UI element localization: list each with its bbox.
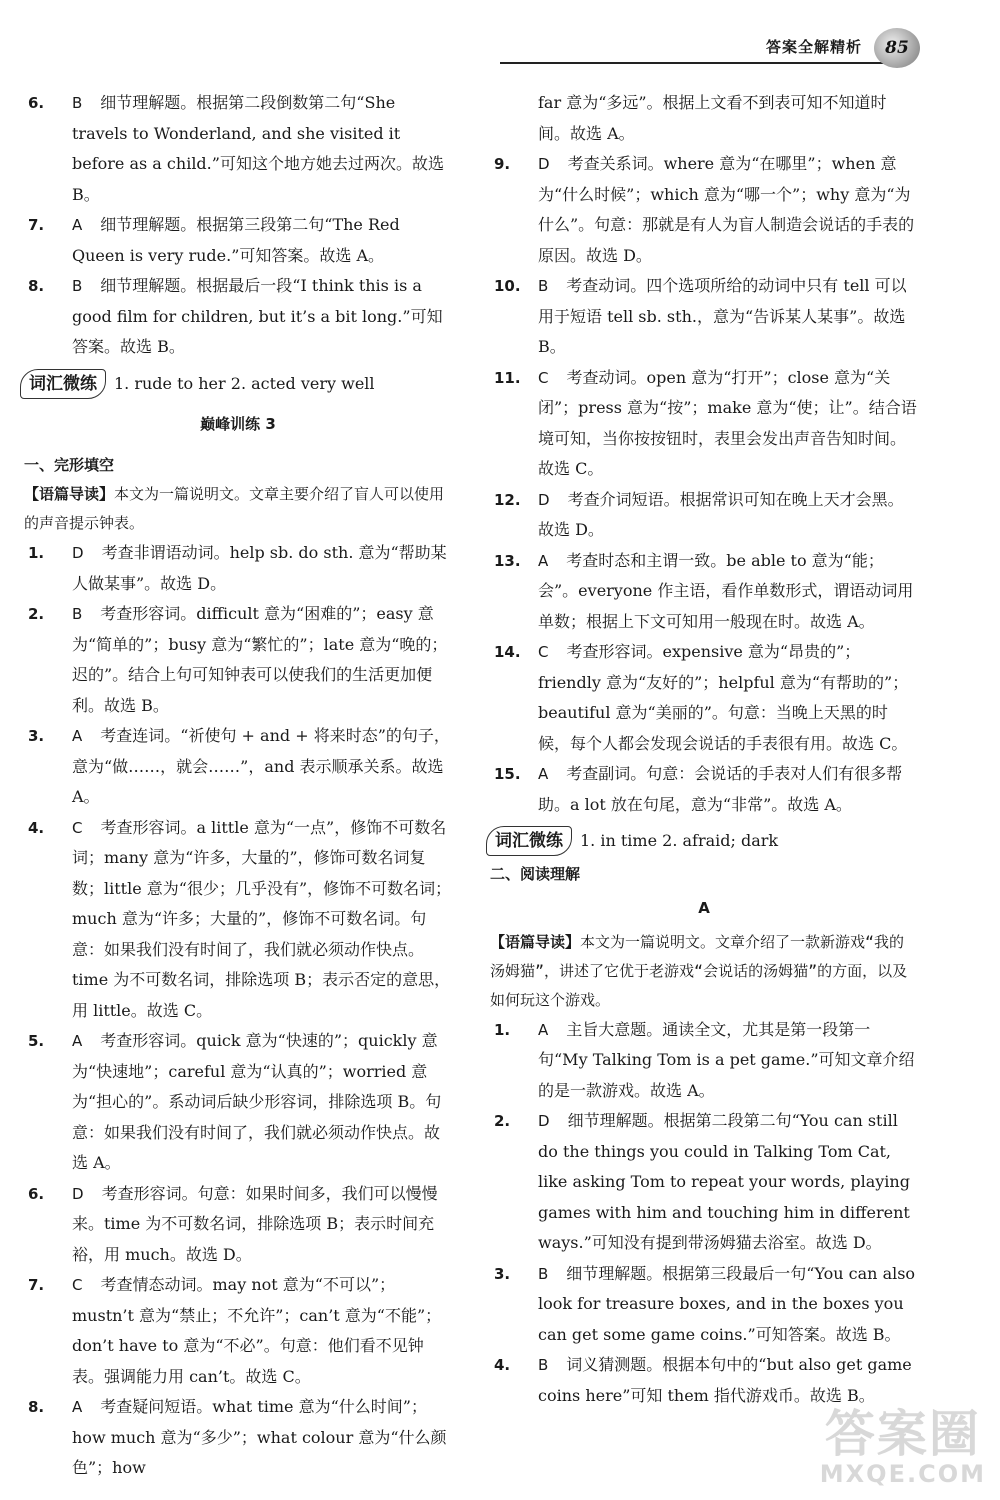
watermark-logo: 答案圈 xyxy=(824,1405,981,1463)
part-heading-reading: 二、阅读理解 xyxy=(490,864,581,883)
answer-item xyxy=(490,759,918,820)
answer-item xyxy=(24,1179,452,1271)
item-answer: C xyxy=(72,1276,83,1294)
item-answer: B xyxy=(538,1356,549,1374)
item-number: 12. xyxy=(494,490,521,509)
item-answer: D xyxy=(72,1184,84,1203)
item-number: 5. xyxy=(28,1032,45,1050)
right-items xyxy=(490,149,918,820)
item-answer: A xyxy=(72,727,83,745)
answer-item xyxy=(24,538,452,599)
answer-item xyxy=(24,813,452,1027)
right-column xyxy=(490,88,918,1411)
answer-item xyxy=(490,1106,918,1259)
item-explanation: 细节理解题。根据第三段第二句“The Red Queen is very rude.”可知答案。故选 A。 xyxy=(72,215,400,265)
answer-item xyxy=(490,1350,918,1411)
page-number: 85 xyxy=(874,28,920,68)
part-heading-cloze: 一、完形填空 xyxy=(24,455,115,474)
header-rule xyxy=(500,62,900,64)
item-answer: A xyxy=(538,1020,549,1039)
answer-item xyxy=(490,271,918,363)
guide-text: 本文为一篇说明文。文章主要介绍了盲人可以使用的声音提示钟表。 xyxy=(24,485,445,532)
item-explanation: 考查形容词。expensive 意为“昂贵的”；friendly 意为“友好的”；helpful 意为“有帮助的”；beautiful 意为“美丽的”。句意：当晚上天黑的时候，每个人都会发现会说话的手表很有用。故选 C。 xyxy=(538,642,909,753)
item-explanation: 考查动词。open 意为“打开”；close 意为“关闭”；press 意为“按”；make 意为“使；让”。结合语境可知，当你按按钮时，表里会发出声音告知时间。故选 C。 xyxy=(538,367,917,478)
answer-item xyxy=(490,149,918,271)
item-number: 9. xyxy=(494,155,511,173)
item-number: 6. xyxy=(28,1184,45,1203)
reading-items xyxy=(490,1015,918,1412)
answer-item xyxy=(24,88,452,210)
item-answer: D xyxy=(538,155,550,173)
answer-item xyxy=(490,637,918,759)
item-answer: D xyxy=(72,544,84,562)
answer-item xyxy=(24,1392,452,1484)
item-explanation: 细节理解题。根据第二段倒数第二句“She travels to Wonderland, and she visited it before as a child.”可知这个地方她去过两次。故选 B。 xyxy=(72,93,444,204)
item-number: 4. xyxy=(494,1356,511,1374)
item-explanation: 细节理解题。根据最后一段“I think this is a good film for children, but it’s a bit long.”可知答案。故选 B。 xyxy=(72,276,443,356)
answer-item xyxy=(490,1259,918,1351)
item-explanation: 考查介词短语。根据常识可知在晚上天才会黑。故选 D。 xyxy=(538,489,904,539)
item-answer: A xyxy=(538,551,549,570)
reading-guide-1 xyxy=(24,480,452,538)
answer-continuation xyxy=(490,88,918,149)
item-explanation: 考查动词。四个选项所给的动词中只有 tell 可以用于短语 tell sb. sth.，意为“告诉某人某事”。故选 B。 xyxy=(538,276,907,356)
answer-item xyxy=(490,363,918,485)
item-answer: A xyxy=(538,765,549,783)
answer-item xyxy=(24,271,452,363)
item-explanation: 考查情态动词。may not 意为“不可以”；mustn’t 意为“禁止；不允许”；can’t 意为“不能”；don’t have to 意为“不必”。句意：他们看不见钟表。强调能力用 can’t。故选 C。 xyxy=(72,1275,442,1386)
item-answer: D xyxy=(538,490,550,509)
item-number: 1. xyxy=(28,544,45,562)
guide-label: 【语篇导读】 xyxy=(490,932,581,951)
item-number: 7. xyxy=(28,1276,45,1294)
item-explanation: 考查形容词。句意：如果时间多，我们可以慢慢来。time 为不可数名词，排除选项 B；表示时间充裕，用 much。故选 D。 xyxy=(72,1183,438,1264)
item-explanation: 考查连词。“祈使句 + and + 将来时态”的句子，意为“做……，就会……”，and 表示顺承关系。故选 A。 xyxy=(72,726,450,806)
item-answer: B xyxy=(538,277,549,295)
item-number: 15. xyxy=(494,765,521,783)
item-explanation: 考查疑问短语。what time 意为“什么时间”；how much 意为“多少”；what colour 意为“什么颜色”；how xyxy=(72,1397,447,1477)
item-answer: B xyxy=(72,605,83,623)
item-answer: B xyxy=(72,277,83,295)
item-number: 10. xyxy=(494,277,521,295)
item-answer: C xyxy=(72,818,83,837)
item-number: 3. xyxy=(28,727,45,745)
item-number: 6. xyxy=(28,94,45,112)
item-number: 14. xyxy=(494,643,521,661)
item-explanation: 考查时态和主谓一致。be able to 意为“能；会”。everyone 作主语，看作单数形式，谓语动词用单数；根据上下文可知用一般现在时。故选 A。 xyxy=(538,550,914,631)
item-number: 3. xyxy=(494,1264,511,1283)
continuation-text: far 意为“多远”。根据上文看不到表可知不知道时间。故选 A。 xyxy=(538,93,887,143)
answer-item xyxy=(24,1026,452,1179)
item-number: 2. xyxy=(28,605,45,623)
reading-guide-2 xyxy=(490,928,918,1015)
left-items-bottom xyxy=(24,538,452,1484)
item-explanation: 考查非谓语动词。help sb. do sth. 意为“帮助某人做某事”。故选 D。 xyxy=(72,543,447,593)
left-column xyxy=(24,88,452,1484)
item-number: 8. xyxy=(28,1398,45,1416)
answer-item xyxy=(24,721,452,813)
item-explanation: 词义猜测题。根据本句中的“but also get game coins here”可知 them 指代游戏币。故选 B。 xyxy=(538,1355,912,1405)
answer-item xyxy=(490,546,918,638)
guide-text: 本文为一篇说明文。文章介绍了一款新游戏“我的汤姆猫”，讲述了它优于老游戏“会说话的汤姆猫”的方面，以及如何玩这个游戏。 xyxy=(490,932,908,1009)
item-explanation: 考查形容词。difficult 意为“困难的”；easy 意为“简单的”；busy 意为“繁忙的”；late 意为“晚的；迟的”。结合上句可知钟表可以使我们的生活更加便利。故选 B。 xyxy=(72,604,448,715)
vocab-practice-2 xyxy=(486,826,918,857)
item-explanation: 细节理解题。根据第三段最后一句“You can also look for treasure boxes, and in the boxes you can get some game coins.”可知答案。故选 B。 xyxy=(538,1263,916,1344)
item-number: 1. xyxy=(494,1020,511,1039)
section-title: 巅峰训练 3 xyxy=(200,415,276,433)
watermark xyxy=(819,1405,986,1488)
item-number: 8. xyxy=(28,277,45,295)
item-number: 2. xyxy=(494,1112,511,1130)
item-explanation: 主旨大意题。通读全文，尤其是第一段第一句“My Talking Tom is a pet game.”可知文章介绍的是一款游戏。故选 A。 xyxy=(538,1019,915,1100)
left-items-top xyxy=(24,88,452,363)
answer-item xyxy=(24,210,452,271)
vocab-answers: 1. in time 2. afraid; dark xyxy=(580,831,779,850)
answer-item xyxy=(24,599,452,721)
header-title: 答案全解精析 xyxy=(765,38,862,56)
item-explanation: 考查形容词。quick 意为“快速的”；quickly 意为“快速地”；careful 意为“认真的”；worried 意为“担心的”。系动词后缺少形容词，排除选项 B。句意：如果我们没有时间了，我们就必须动作快点。故选 A。 xyxy=(72,1031,442,1172)
vocab-badge: 词汇微练 xyxy=(486,826,572,856)
item-number: 4. xyxy=(28,818,45,837)
vocab-practice-1 xyxy=(20,369,452,400)
item-answer: C xyxy=(538,368,549,387)
item-answer: A xyxy=(72,1032,83,1050)
answer-item xyxy=(24,1270,452,1392)
vocab-badge: 词汇微练 xyxy=(20,369,106,399)
passage-label: A xyxy=(698,899,710,917)
item-answer: A xyxy=(72,216,83,234)
item-explanation: 考查形容词。a little 意为“一点”，修饰不可数名词；many 意为“许多，大量的”，修饰可数名词复数；little 意为“很少；几乎没有”，修饰不可数名词；much 意为“许多；大量的”，修饰不可数名词。句意：如果我们没有时间了，我们就必须动作快点。time 为不可数名词，排除选项 B；表示否定的意思，用 little。故选 C。 xyxy=(72,817,452,1020)
vocab-answers: 1. rude to her 2. acted very well xyxy=(114,373,375,393)
item-explanation: 细节理解题。根据第二段第二句“You can still do the things you could in Talking Tom Cat, like asking Tom to repeat your words, playing games with him and touching him in different ways.”可知没有提到带汤姆猫去浴室。故选 D。 xyxy=(538,1111,910,1252)
answer-item xyxy=(490,1015,918,1107)
item-answer: A xyxy=(72,1398,83,1416)
item-number: 7. xyxy=(28,216,45,234)
watermark-url: MXQE.COM xyxy=(819,1460,986,1488)
item-answer: C xyxy=(538,643,549,661)
guide-label: 【语篇导读】 xyxy=(24,485,115,503)
item-answer: D xyxy=(538,1112,550,1130)
item-answer: B xyxy=(538,1264,549,1283)
page-header xyxy=(500,28,920,72)
item-number: 11. xyxy=(494,368,521,387)
item-explanation: 考查关系词。where 意为“在哪里”；when 意为“什么时候”；which 意为“哪一个”；why 意为“为什么”。句意：那就是有人为盲人制造会说话的手表的原因。故选 D。 xyxy=(538,154,915,265)
item-explanation: 考查副词。句意：会说话的手表对人们有很多帮助。a lot 放在句尾，意为“非常”。故选 A。 xyxy=(538,764,903,814)
item-number: 13. xyxy=(494,551,521,570)
answer-item xyxy=(490,485,918,546)
item-answer: B xyxy=(72,94,83,112)
